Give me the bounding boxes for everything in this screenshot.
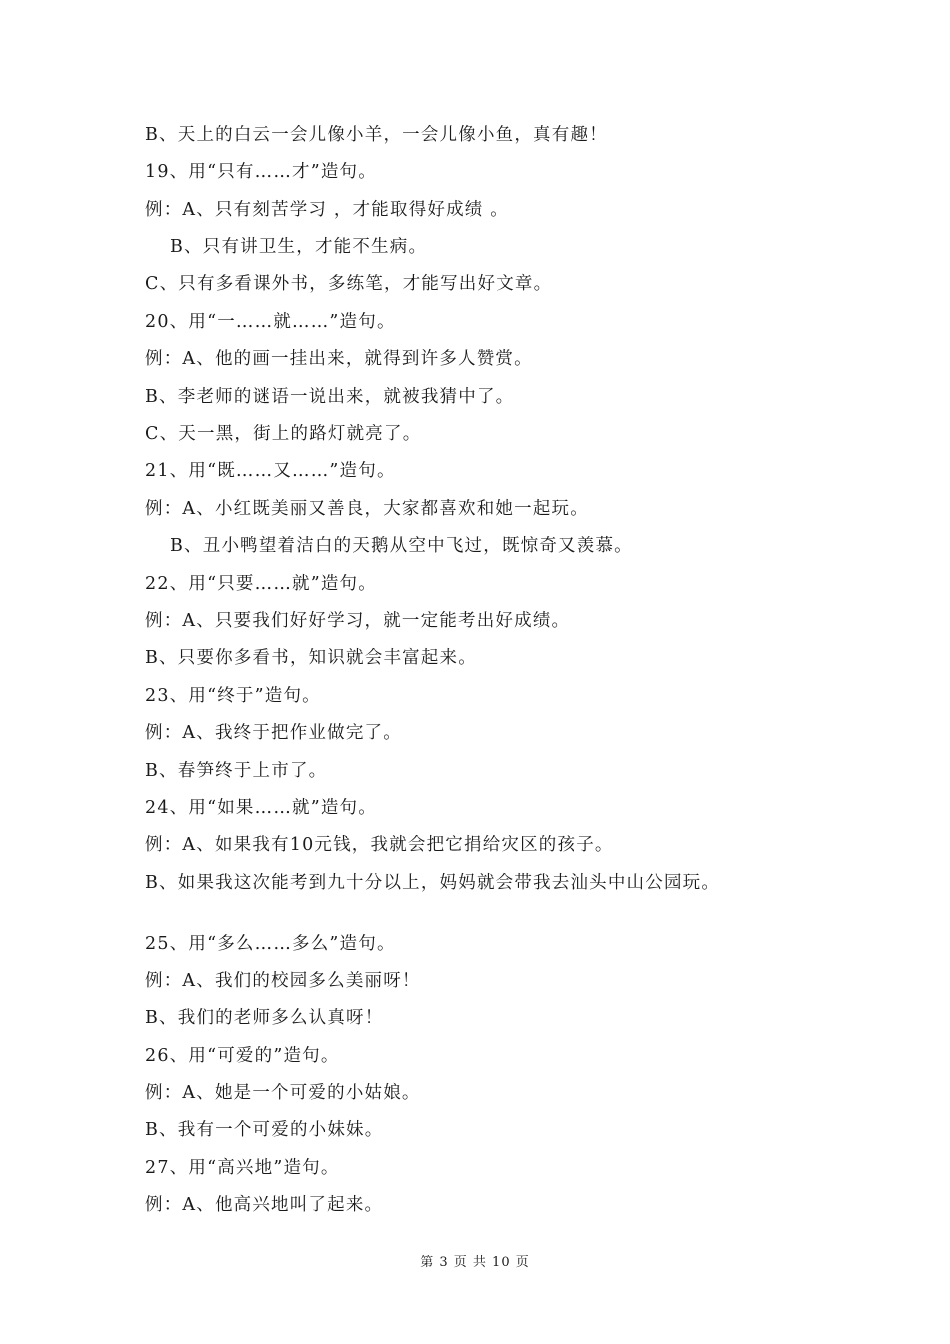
text-line: B、我有一个可爱的小妹妹。 <box>145 1120 384 1140</box>
text-line: C、天一黑，街上的路灯就亮了。 <box>145 424 422 444</box>
text-line: C、只有多看课外书，多练笔，才能写出好文章。 <box>145 274 553 294</box>
example-line: 例：A、我们的校园多么美丽呀！ <box>145 971 421 991</box>
example-line: 例：A、只要我们好好学习，就一定能考出好成绩。 <box>145 611 571 631</box>
text-line: B、只要你多看书，知识就会丰富起来。 <box>145 648 477 668</box>
example-line: 例：A、如果我有10元钱，我就会把它捐给灾区的孩子。 <box>145 835 614 855</box>
question-heading: 19、用“只有……才”造句。 <box>145 162 377 182</box>
text-line: B、李老师的谜语一说出来，就被我猜中了。 <box>145 387 515 407</box>
question-heading: 26、用“可爱的”造句。 <box>145 1046 340 1066</box>
text-line: B、只有讲卫生，才能不生病。 <box>170 237 428 257</box>
question-heading: 20、用“一……就……”造句。 <box>145 312 396 332</box>
example-line: 例：A、他的画一挂出来，就得到许多人赞赏。 <box>145 349 533 369</box>
example-line: 例：A、他高兴地叫了起来。 <box>145 1195 384 1215</box>
question-heading: 25、用“多么……多么”造句。 <box>145 934 396 954</box>
text-line: B、如果我这次能考到九十分以上，妈妈就会带我去汕头中山公园玩。 <box>145 873 721 893</box>
text-line: B、天上的白云一会儿像小羊，一会儿像小鱼，真有趣！ <box>145 125 608 145</box>
question-heading: 23、用“终于”造句。 <box>145 686 321 706</box>
text-line: B、春笋终于上市了。 <box>145 761 328 781</box>
question-heading: 24、用“如果……就”造句。 <box>145 798 377 818</box>
page-footer: 第 3 页 共 10 页 <box>420 1255 530 1270</box>
example-line: 例：A、我终于把作业做完了。 <box>145 723 402 743</box>
question-heading: 21、用“既……又……”造句。 <box>145 461 396 481</box>
text-line: B、丑小鸭望着洁白的天鹅从空中飞过，既惊奇又羡慕。 <box>170 536 633 556</box>
question-heading: 27、用“高兴地”造句。 <box>145 1158 340 1178</box>
example-line: 例：A、小红既美丽又善良，大家都喜欢和她一起玩。 <box>145 499 589 519</box>
example-line: 例：A、只有刻苦学习 ，才能取得好成绩 。 <box>145 200 509 220</box>
example-line: 例：A、她是一个可爱的小姑娘。 <box>145 1083 421 1103</box>
text-line: B、我们的老师多么认真呀！ <box>145 1008 384 1028</box>
question-heading: 22、用“只要……就”造句。 <box>145 574 377 594</box>
